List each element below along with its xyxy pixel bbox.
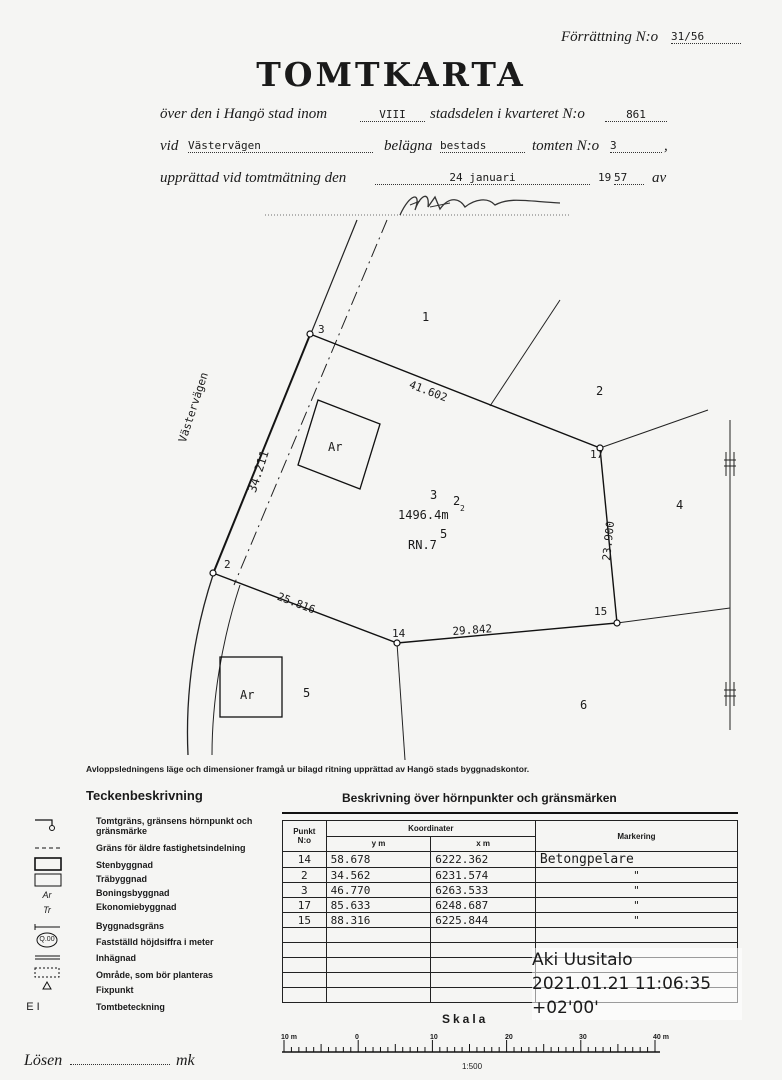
building-neighbor [220,657,282,717]
corner-label-15: 15 [594,605,608,618]
digital-signature [532,948,742,1020]
edge-label-41-602: 41.602 [407,378,450,405]
legend-sym-plot: E I [26,1001,40,1013]
scale-tick-label-20: 20 [505,1034,513,1041]
fee-label: Lösen [24,1052,63,1069]
corner-label-2: 2 [224,558,231,571]
road-curve-left [187,575,213,755]
legend-item-wood: Träbyggnad [96,874,148,884]
year-value: 57 [614,171,644,185]
legend-item-height: Fastställd höjdsiffra i meter [96,937,214,947]
legend-item-plot-id: Tomtbeteckning [96,1002,165,1012]
legend-item-building-line: Byggnadsgräns [96,921,165,931]
date-value: 24 januari [375,171,590,185]
edge-label-29-842: 29.842 [452,622,493,638]
legend-item-outbuilding: Ekonomiebyggnad [96,902,177,912]
plot-value: 3 [610,139,662,153]
cell-x: 6222.362 [431,852,536,868]
legend-item-planting: Område, som bör planteras [96,970,214,980]
signature-datetime: 2021.01.21 11:06:35 [532,974,712,994]
table-title: Beskrivning över hörnpunkter och gränsmärken [342,791,617,805]
cell-point: 17 [283,898,327,913]
legend-sym-tr: Tr [43,905,51,915]
forrattning-label: Förrättning N:o [561,29,659,45]
page-title: TOMTKARTA [256,55,526,94]
line3-av: av [652,170,667,186]
status-value: bestads [440,139,525,153]
table-row [283,898,738,913]
edge-label-25-816: 25.816 [275,590,318,617]
cell-point: 2 [283,868,327,883]
center-plot-number: 3 [430,488,438,502]
cell-y: 88.316 [326,913,431,928]
table-top-rule [282,812,738,814]
col-header-point: Punkt N:o [283,821,327,852]
cell-marking: " [535,883,737,898]
table-row [283,868,738,883]
building-label-ar: Ar [328,440,343,454]
legend-sym-ar: Ar [42,890,52,900]
corner-label-17: 17 [590,448,604,461]
plot-map [0,210,782,770]
neighbor-boundary-4 [397,643,405,760]
scale-tick-label-10: 10 [430,1034,438,1041]
legend-item-stone: Stenbyggnad [96,860,154,870]
table-row-empty [283,928,738,943]
cell-y: 34.562 [326,868,431,883]
cell-marking: " [535,868,737,883]
cell-x: 6225.844 [431,913,536,928]
cell-x: 6231.574 [431,868,536,883]
cell-y: 58.678 [326,852,431,868]
plot-label-5: 5 [303,686,311,700]
scale-tick-label-0: 0 [355,1034,359,1041]
plan-reference: RN.7 [408,538,437,552]
district-value: VIII [360,108,425,122]
legend-item-fence: Inhägnad [96,953,136,963]
col-header-x: x m [431,836,536,852]
cell-marking: " [535,898,737,913]
plot-area-sup: 2 [460,504,465,513]
sewer-note: Avloppsledningens läge och dimensioner framgå ur bilagd ritning upprättad av Hangö stads byggnadskontor. [86,764,530,774]
road-edge-line [213,220,357,575]
corner-label-14: 14 [392,627,406,640]
cell-marking: Betongpelare [535,852,737,868]
cell-marking: " [535,913,737,928]
legend-sym-height: Q.00 [39,936,55,943]
line2-comma: , [664,138,668,154]
table-row [283,852,738,868]
neighbor-boundary-2 [600,410,708,448]
cell-point: 3 [283,883,327,898]
scale-tick-label-10m: 10 m [281,1034,297,1041]
forrattning-number: 31/56 [671,30,741,44]
line1-text-b: stadsdelen i kvarteret N:o [430,106,585,122]
cell-y: 85.633 [326,898,431,913]
cell-point: 15 [283,913,327,928]
plot-label-2: 2 [596,384,604,398]
scale-bar [280,1030,670,1060]
scale-tick-label-30: 30 [579,1034,587,1041]
road-centerline [234,220,387,585]
legend-item-dwelling: Boningsbyggnad [96,888,170,898]
signature-name: Aki Uusitalo [532,950,633,970]
edge-label-23-900: 23.900 [600,520,618,562]
cell-x: 6263.533 [431,883,536,898]
street-value: Västervägen [188,139,373,153]
legend-item-old-boundary: Gräns för äldre fastighetsindelning [96,843,246,853]
plan-reference-digit: 5 [440,527,448,541]
neighbor-boundary-1 [490,300,560,406]
legend-item-boundary: Tomtgräns, gränsens hörnpunkt och gränsmärke [96,816,253,836]
year-prefix: 19 [598,171,612,184]
legend-item-fixpoint: Fixpunkt [96,985,134,995]
col-header-coords: Koordinater [326,821,535,837]
road-curve-right [212,585,240,755]
scale-ratio: 1:500 [462,1062,483,1071]
cell-x: 6248.687 [431,898,536,913]
fee-currency: mk [176,1052,195,1069]
neighbor-boundary-3 [617,608,730,623]
plot-label-6: 6 [580,698,588,712]
block-value: 861 [605,108,667,122]
table-row [283,913,738,928]
center-plot-digit: 2 [453,494,461,508]
line3-text-a: upprättad vid tomtmätning den [160,170,347,186]
plot-area: 1496.4m [398,508,449,522]
cell-point: 14 [283,852,327,868]
map-street-label: Västervägen [176,370,211,445]
map-street-measure: 34.211 [245,448,272,495]
corner-label-3: 3 [318,323,325,336]
line2-text-c: tomten N:o [532,138,600,154]
fee-line [70,1064,170,1065]
scale-tick-label-40m: 40 m [653,1034,669,1041]
line2-text-b: belägna [384,138,433,154]
table-row [283,883,738,898]
col-header-y: y m [326,836,431,852]
plot-label-4: 4 [676,498,684,512]
line1-text-a: över den i Hangö stad inom [160,106,328,122]
scale-label: Skala [442,1012,489,1026]
col-header-marking: Markering [535,821,737,852]
line2-text-a: vid [160,138,179,154]
building2-label-ar: Ar [240,688,255,702]
cell-y: 46.770 [326,883,431,898]
signature-timezone: +02'00' [532,998,599,1018]
plot-label-1: 1 [422,310,430,324]
legend-title: Teckenbeskrivning [86,788,203,803]
